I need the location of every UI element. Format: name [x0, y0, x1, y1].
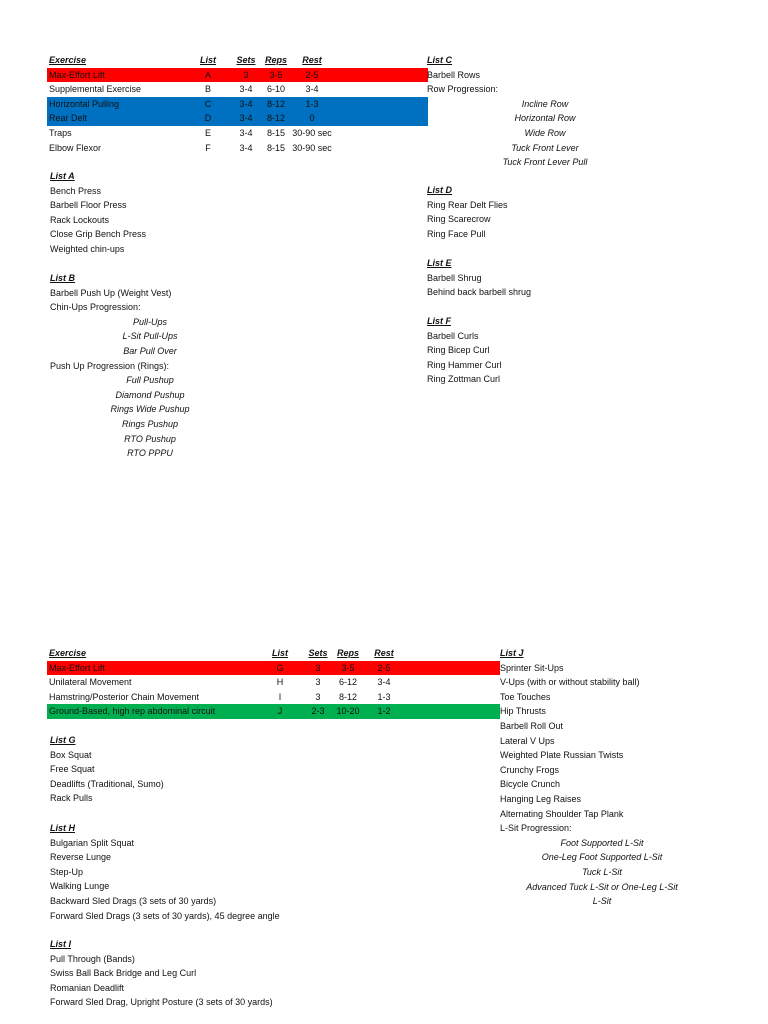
table-row [47, 661, 500, 676]
cell-list: G [276, 662, 284, 673]
list-item: Barbell Floor Press [50, 200, 127, 211]
list-h [50, 821, 280, 923]
list-item: Free Squat [50, 764, 95, 775]
cell-sets: 3-4 [239, 98, 253, 109]
list-subitem: RTO Pushup [124, 433, 176, 444]
list-item: Backward Sled Drags (3 sets of 30 yards) [50, 895, 217, 906]
cell-exercise: Ground-Based, high rep abdominal circuit [49, 706, 216, 717]
list-item: Box Squat [50, 749, 92, 760]
list-f [427, 314, 502, 387]
cell-list: J [277, 706, 283, 717]
list-item: Ring Zottman Curl [427, 374, 501, 385]
cell-exercise: Rear Delt [49, 113, 88, 124]
list-subitem: Foot Supported L-Sit [560, 837, 644, 848]
table-row [47, 704, 500, 719]
cell-sets: 3-4 [239, 84, 253, 95]
cell-sets: 3-4 [239, 113, 253, 124]
list-subitem: Rings Wide Pushup [110, 404, 190, 415]
list-subitem: L-Sit Pull-Ups [122, 331, 178, 342]
lower-body-table [47, 646, 500, 719]
cell-sets: 2-3 [311, 706, 325, 717]
header-list: List [199, 55, 216, 65]
list-item: Barbell Push Up (Weight Vest) [50, 287, 172, 298]
list-item: Ring Hammer Curl [427, 359, 502, 370]
list-title: List G [50, 735, 76, 745]
list-subitem: Rings Pushup [121, 418, 179, 429]
header-exercise: Exercise [49, 648, 87, 658]
list-e [427, 256, 531, 300]
cell-exercise: Traps [49, 127, 72, 138]
list-item: Step-Up [50, 866, 84, 877]
table-row [47, 126, 428, 141]
table-row [47, 675, 500, 690]
header-sets: Sets [236, 55, 256, 65]
list-item: Close Grip Bench Press [50, 229, 147, 240]
list-item: Barbell Rows [427, 69, 481, 80]
cell-reps: 6-12 [338, 677, 357, 688]
list-item: Ring Bicep Curl [427, 345, 490, 356]
list-item: Barbell Curls [427, 330, 479, 341]
list-subitem: Tuck Front Lever [511, 142, 579, 153]
list-item: Row Progression: [427, 84, 499, 95]
list-j [500, 646, 704, 909]
list-item: Chin-Ups Progression: [50, 302, 141, 313]
list-item: Reverse Lunge [50, 852, 112, 863]
list-item: Lateral V Ups [500, 735, 555, 746]
cell-sets: 3-4 [239, 127, 253, 138]
list-item: Pull Through (Bands) [50, 953, 135, 964]
list-item: Behind back barbell shrug [427, 287, 532, 298]
list-subitem: Tuck Front Lever Pull [502, 157, 588, 168]
list-item: Hip Thrusts [500, 706, 546, 717]
cell-rest: 1-3 [377, 691, 391, 702]
list-item: Ring Face Pull [427, 228, 486, 239]
list-item: Rack Pulls [50, 793, 93, 804]
list-item: Deadlifts (Traditional, Sumo) [50, 778, 164, 789]
list-i [50, 937, 273, 1010]
header-list: List [271, 648, 288, 658]
list-item: Barbell Shrug [427, 272, 482, 283]
header-exercise: Exercise [49, 55, 87, 65]
cell-exercise: Supplemental Exercise [49, 84, 142, 95]
cell-reps: 8-12 [266, 98, 285, 109]
header-sets: Sets [308, 648, 328, 658]
cell-exercise: Max-Effort Lift [49, 662, 105, 673]
cell-list: B [204, 84, 211, 95]
cell-reps: 8-12 [338, 691, 357, 702]
list-subitem: Diamond Pushup [115, 389, 185, 400]
list-item: Walking Lunge [50, 881, 110, 892]
table-row [47, 82, 428, 97]
cell-list: D [204, 113, 212, 124]
list-item: Alternating Shoulder Tap Plank [500, 808, 624, 819]
list-item: Ring Rear Delt Flies [427, 199, 508, 210]
list-title: List E [427, 258, 452, 268]
list-title: List D [427, 185, 453, 195]
list-item: Hanging Leg Raises [500, 793, 582, 804]
cell-rest: 1-2 [377, 706, 391, 717]
cell-sets: 3 [315, 691, 321, 702]
list-item: Weighted chin-ups [50, 243, 125, 254]
list-item: Ring Scarecrow [427, 214, 491, 225]
header-rest: Rest [374, 648, 394, 658]
cell-rest: 30-90 sec [292, 142, 332, 153]
cell-list: H [276, 677, 284, 688]
cell-sets: 3-4 [239, 142, 253, 153]
list-title: List C [427, 55, 453, 65]
cell-reps: 3-5 [269, 69, 283, 80]
list-subitem: Horizontal Row [514, 113, 576, 124]
cell-rest: 0 [309, 113, 315, 124]
cell-exercise: Horizontal Pulling [49, 98, 120, 109]
cell-exercise: Unilateral Movement [49, 677, 132, 688]
cell-sets: 3 [315, 662, 321, 673]
table-row [47, 97, 428, 112]
list-subitem: Advanced Tuck L-Sit or One-Leg L-Sit [526, 881, 678, 892]
list-item: Rack Lockouts [50, 214, 110, 225]
cell-rest: 3-4 [377, 677, 391, 688]
list-subitem: Pull-Ups [132, 316, 167, 327]
cell-rest: 3-4 [305, 84, 319, 95]
list-item: Bulgarian Split Squat [50, 837, 135, 848]
cell-reps: 10-20 [336, 706, 360, 717]
cell-list: F [205, 142, 211, 153]
list-title: List F [427, 316, 451, 326]
list-item: Swiss Ball Back Bridge and Leg Curl [50, 968, 197, 979]
list-subitem: L-Sit [592, 896, 612, 907]
list-item: Crunchy Frogs [500, 764, 560, 775]
table-header-row [47, 646, 500, 661]
cell-reps: 3-5 [341, 662, 355, 673]
table-row [47, 111, 428, 126]
list-item: Weighted Plate Russian Twists [500, 750, 624, 761]
list-item: V-Ups (with or without stability ball) [500, 677, 640, 688]
cell-rest: 2-5 [377, 662, 391, 673]
list-title: List H [50, 823, 76, 833]
list-c [427, 53, 663, 170]
list-title: List A [50, 171, 75, 181]
list-item: Bicycle Crunch [500, 779, 561, 790]
list-item: Sprinter Sit-Ups [500, 662, 564, 673]
cell-rest: 1-3 [305, 98, 319, 109]
list-b [50, 271, 250, 461]
list-item: Push Up Progression (Rings): [50, 360, 170, 371]
cell-exercise: Max-Effort Lift [49, 69, 105, 80]
cell-reps: 8-15 [266, 127, 285, 138]
cell-sets: 3 [243, 69, 249, 80]
list-g [50, 733, 164, 806]
cell-reps: 8-12 [266, 113, 285, 124]
list-subitem: RTO PPPU [127, 448, 173, 459]
list-item: Barbell Roll Out [500, 720, 564, 731]
cell-reps: 6-10 [266, 84, 285, 95]
list-subitem: Tuck L-Sit [582, 866, 622, 877]
list-subitem: Bar Pull Over [123, 345, 177, 356]
upper-body-table [47, 53, 428, 155]
header-reps: Reps [336, 648, 359, 658]
list-title: List B [50, 273, 76, 283]
cell-rest: 2-5 [305, 69, 319, 80]
list-title: List I [50, 939, 72, 949]
cell-list: E [204, 127, 211, 138]
cell-sets: 3 [315, 677, 321, 688]
list-d [427, 183, 508, 241]
header-reps: Reps [264, 55, 287, 65]
list-subitem: One-Leg Foot Supported L-Sit [541, 852, 663, 863]
list-subitem: Incline Row [521, 98, 569, 109]
list-item: Bench Press [50, 185, 102, 196]
list-item: Forward Sled Drag, Upright Posture (3 sets of 30 yards) [50, 997, 273, 1008]
cell-exercise: Hamstring/Posterior Chain Movement [49, 691, 200, 702]
list-subitem: Wide Row [524, 127, 566, 138]
list-a [50, 169, 146, 257]
table-row [47, 141, 428, 156]
list-item: L-Sit Progression: [500, 823, 572, 834]
table-row [47, 690, 500, 705]
cell-list: A [204, 69, 211, 80]
cell-exercise: Elbow Flexor [49, 142, 102, 153]
header-rest: Rest [302, 55, 322, 65]
list-subitem: Full Pushup [126, 375, 174, 386]
list-item: Forward Sled Drags (3 sets of 30 yards), 45 degree angle [50, 910, 280, 921]
cell-reps: 8-15 [266, 142, 285, 153]
table-row [47, 68, 428, 83]
list-item: Toe Touches [500, 691, 551, 702]
cell-list: C [204, 98, 212, 109]
list-title: List J [500, 648, 524, 658]
list-item: Romanian Deadlift [50, 982, 125, 993]
table-header-row [47, 53, 428, 68]
cell-rest: 30-90 sec [292, 127, 332, 138]
cell-list: I [278, 691, 282, 702]
